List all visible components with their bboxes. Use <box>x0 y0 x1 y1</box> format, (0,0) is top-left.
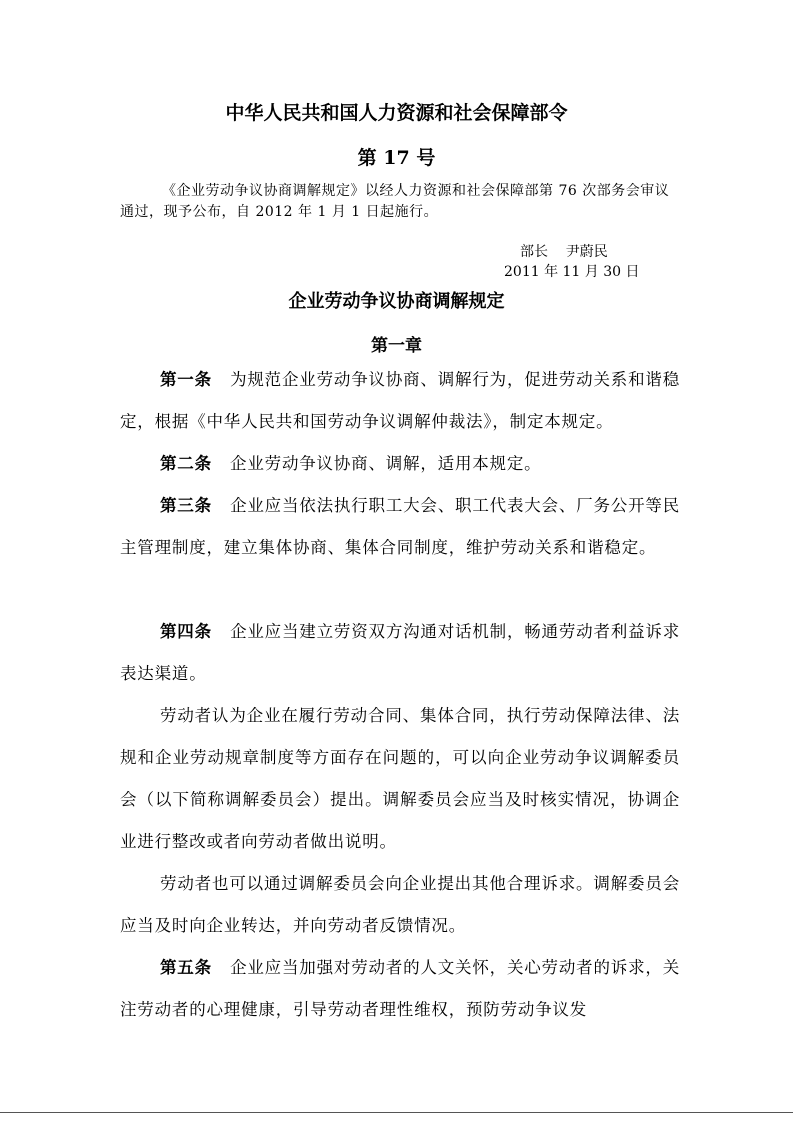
article-text: 企业应当依法执行职工大会、职工代表大会、厂务公开等民主管理制度，建立集体协商、集体合同制度，维护劳动关系和谐稳定。 <box>120 496 680 557</box>
article-4-paragraph-3: 劳动者也可以通过调解委员会向企业提出其他合理诉求。调解委员会应当及时向企业转达，并向劳动者反馈情况。 <box>120 874 680 935</box>
article-text: 企业应当加强对劳动者的人文关怀，关心劳动者的诉求，关注劳动者的心理健康，引导劳动者理性维权，预防劳动争议发 <box>120 958 680 1019</box>
article-3 <box>120 485 680 569</box>
article-text: 企业应当建立劳资双方沟通对话机制，畅通劳动者利益诉求表达渠道。 <box>120 622 680 683</box>
article-text: 为规范企业劳动争议协商、调解行为，促进劳动关系和谐稳定，根据《中华人民共和国劳动争议调解仲裁法》，制定本规定。 <box>120 370 680 431</box>
signer-line: 部长 尹蔚民 <box>520 244 608 260</box>
chapter-heading: 第一章 <box>371 336 422 356</box>
intro-paragraph: 《企业劳动争议协商调解规定》以经人力资源和社会保障部第 76 次部务会审议通过，现予公布，自 2012 年 1 月 1 日起施行。 <box>120 183 670 220</box>
regulation-title: 企业劳动争议协商调解规定 <box>288 291 505 312</box>
article-4 <box>120 611 680 695</box>
article-5 <box>120 947 680 1031</box>
article-label: 第一条 <box>160 370 212 389</box>
decree-number: 第 17 号 <box>357 147 436 169</box>
decree-title: 中华人民共和国人力资源和社会保障部令 <box>225 102 568 124</box>
article-2 <box>120 443 680 485</box>
article-label: 第五条 <box>160 958 212 977</box>
article-text: 企业劳动争议协商、调解，适用本规定。 <box>230 454 542 473</box>
sign-date: 2011 年 11 月 30 日 <box>504 264 640 280</box>
article-label: 第二条 <box>160 454 212 473</box>
article-1 <box>120 359 680 443</box>
article-4-paragraph-2: 劳动者认为企业在履行劳动合同、集体合同，执行劳动保障法律、法规和企业劳动规章制度等方面存在问题的，可以向企业劳动争议调解委员会（以下简称调解委员会）提出。调解委员会应当及时核实情况，协调企业进行整改或者向劳动者做出说明。 <box>120 706 680 851</box>
footer-divider <box>0 1112 793 1113</box>
article-label: 第四条 <box>160 622 212 641</box>
article-label: 第三条 <box>160 496 212 515</box>
